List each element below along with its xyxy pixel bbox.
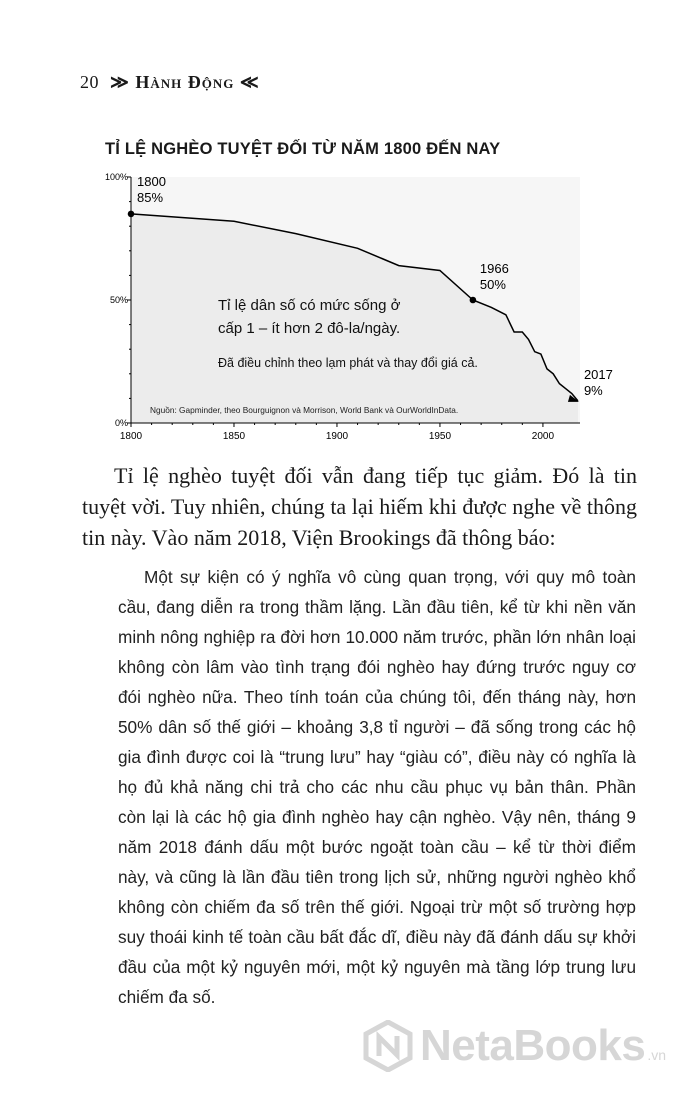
data-point-marker bbox=[470, 297, 477, 304]
point-label-value: 50% bbox=[479, 277, 506, 292]
annotation-note: Đã điều chỉnh theo lạm phát và thay đổi giá cả. bbox=[218, 356, 478, 370]
lead-paragraph bbox=[82, 460, 637, 553]
point-label-value: 9% bbox=[583, 382, 603, 398]
lead-text: Tỉ lệ nghèo tuyệt đối vẫn đang tiếp tục giảm. Đó là tin tuyệt vời. Tuy nhiên, chúng ta lại hiếm khi được nghe về thông tin này. Vào năm 2018, Viện Brookings đã thông báo: bbox=[82, 463, 637, 550]
data-point-marker bbox=[128, 211, 135, 218]
point-label-year: 2017 bbox=[583, 366, 613, 382]
page-number: 20 bbox=[80, 72, 99, 92]
y-tick-label: 0% bbox=[114, 418, 128, 428]
quote-text: Một sự kiện có ý nghĩa vô cùng quan trọng, với quy mô toàn cầu, đang diễn ra trong thầm lặng. Lần đầu tiên, kể từ khi nền văn minh nông nghiệp ra đời hơn 10.000 năm trước, phần lớn nhân loại không còn lâm vào tình trạng đói nghèo hay đứng trước nguy cơ đói nghèo nữa. Theo tính toán của chúng tôi, đến tháng này, hơn 50% dân số thế giới – khoảng 3,8 tỉ người – đã sống trong các hộ gia đình được coi là “trung lưu” hay “giàu có”, điều này có nghĩa là họ đủ khả năng chi trả cho các nhu cầu phục vụ bản thân. Phần còn lại là các hộ gia đình nghèo hay cận nghèo. Vậy nên, tháng 9 năm 2018 đánh dấu một bước ngoặt toàn cầu – kể từ thời điểm này, và cũng là lần đầu tiên trong lịch sử, những người nghèo khổ không còn chiếm đa số trên thế giới. Ngoại trừ một số trường hợp suy thoái kinh tế toàn cầu bất đắc dĩ, điều này đã đánh dấu sự khởi đầu của một kỷ nguyên mới, một kỷ nguyên mà tầng lớp trung lưu chiếm đa số. bbox=[118, 567, 636, 1007]
annotation-main-line2: cấp 1 – ít hơn 2 đô-la/ngày. bbox=[218, 320, 401, 337]
x-tick-label: 1800 bbox=[119, 431, 143, 440]
poverty-chart bbox=[0, 0, 700, 440]
y-tick-label: 100% bbox=[104, 172, 128, 182]
point-label-year: 1966 bbox=[479, 261, 509, 276]
point-label-value: 85% bbox=[137, 189, 164, 205]
watermark-suffix: .vn bbox=[647, 1047, 667, 1063]
point-label-year: 1800 bbox=[137, 173, 166, 189]
x-tick-label: 1950 bbox=[428, 431, 452, 440]
y-tick-label: 50% bbox=[109, 295, 128, 305]
x-tick-label: 2000 bbox=[531, 431, 555, 440]
x-tick-label: 1850 bbox=[222, 431, 246, 440]
watermark bbox=[362, 1020, 666, 1072]
chart-title: TỈ LỆ NGHÈO TUYỆT ĐỐI TỪ NĂM 1800 ĐẾN NAY bbox=[105, 140, 501, 158]
annotation-main-line1: Tỉ lệ dân số có mức sống ở bbox=[218, 297, 401, 314]
watermark-text: NetaBooks bbox=[420, 1021, 646, 1070]
chart-source: Nguồn: Gapminder, theo Bourguignon và Morrison, World Bank và OurWorldInData. bbox=[150, 405, 459, 415]
running-head-title: ≫ Hành Động ≪ bbox=[110, 72, 260, 92]
x-tick-label: 1900 bbox=[325, 431, 349, 440]
block-quote bbox=[118, 562, 636, 1012]
netabooks-logo-icon bbox=[362, 1020, 414, 1072]
